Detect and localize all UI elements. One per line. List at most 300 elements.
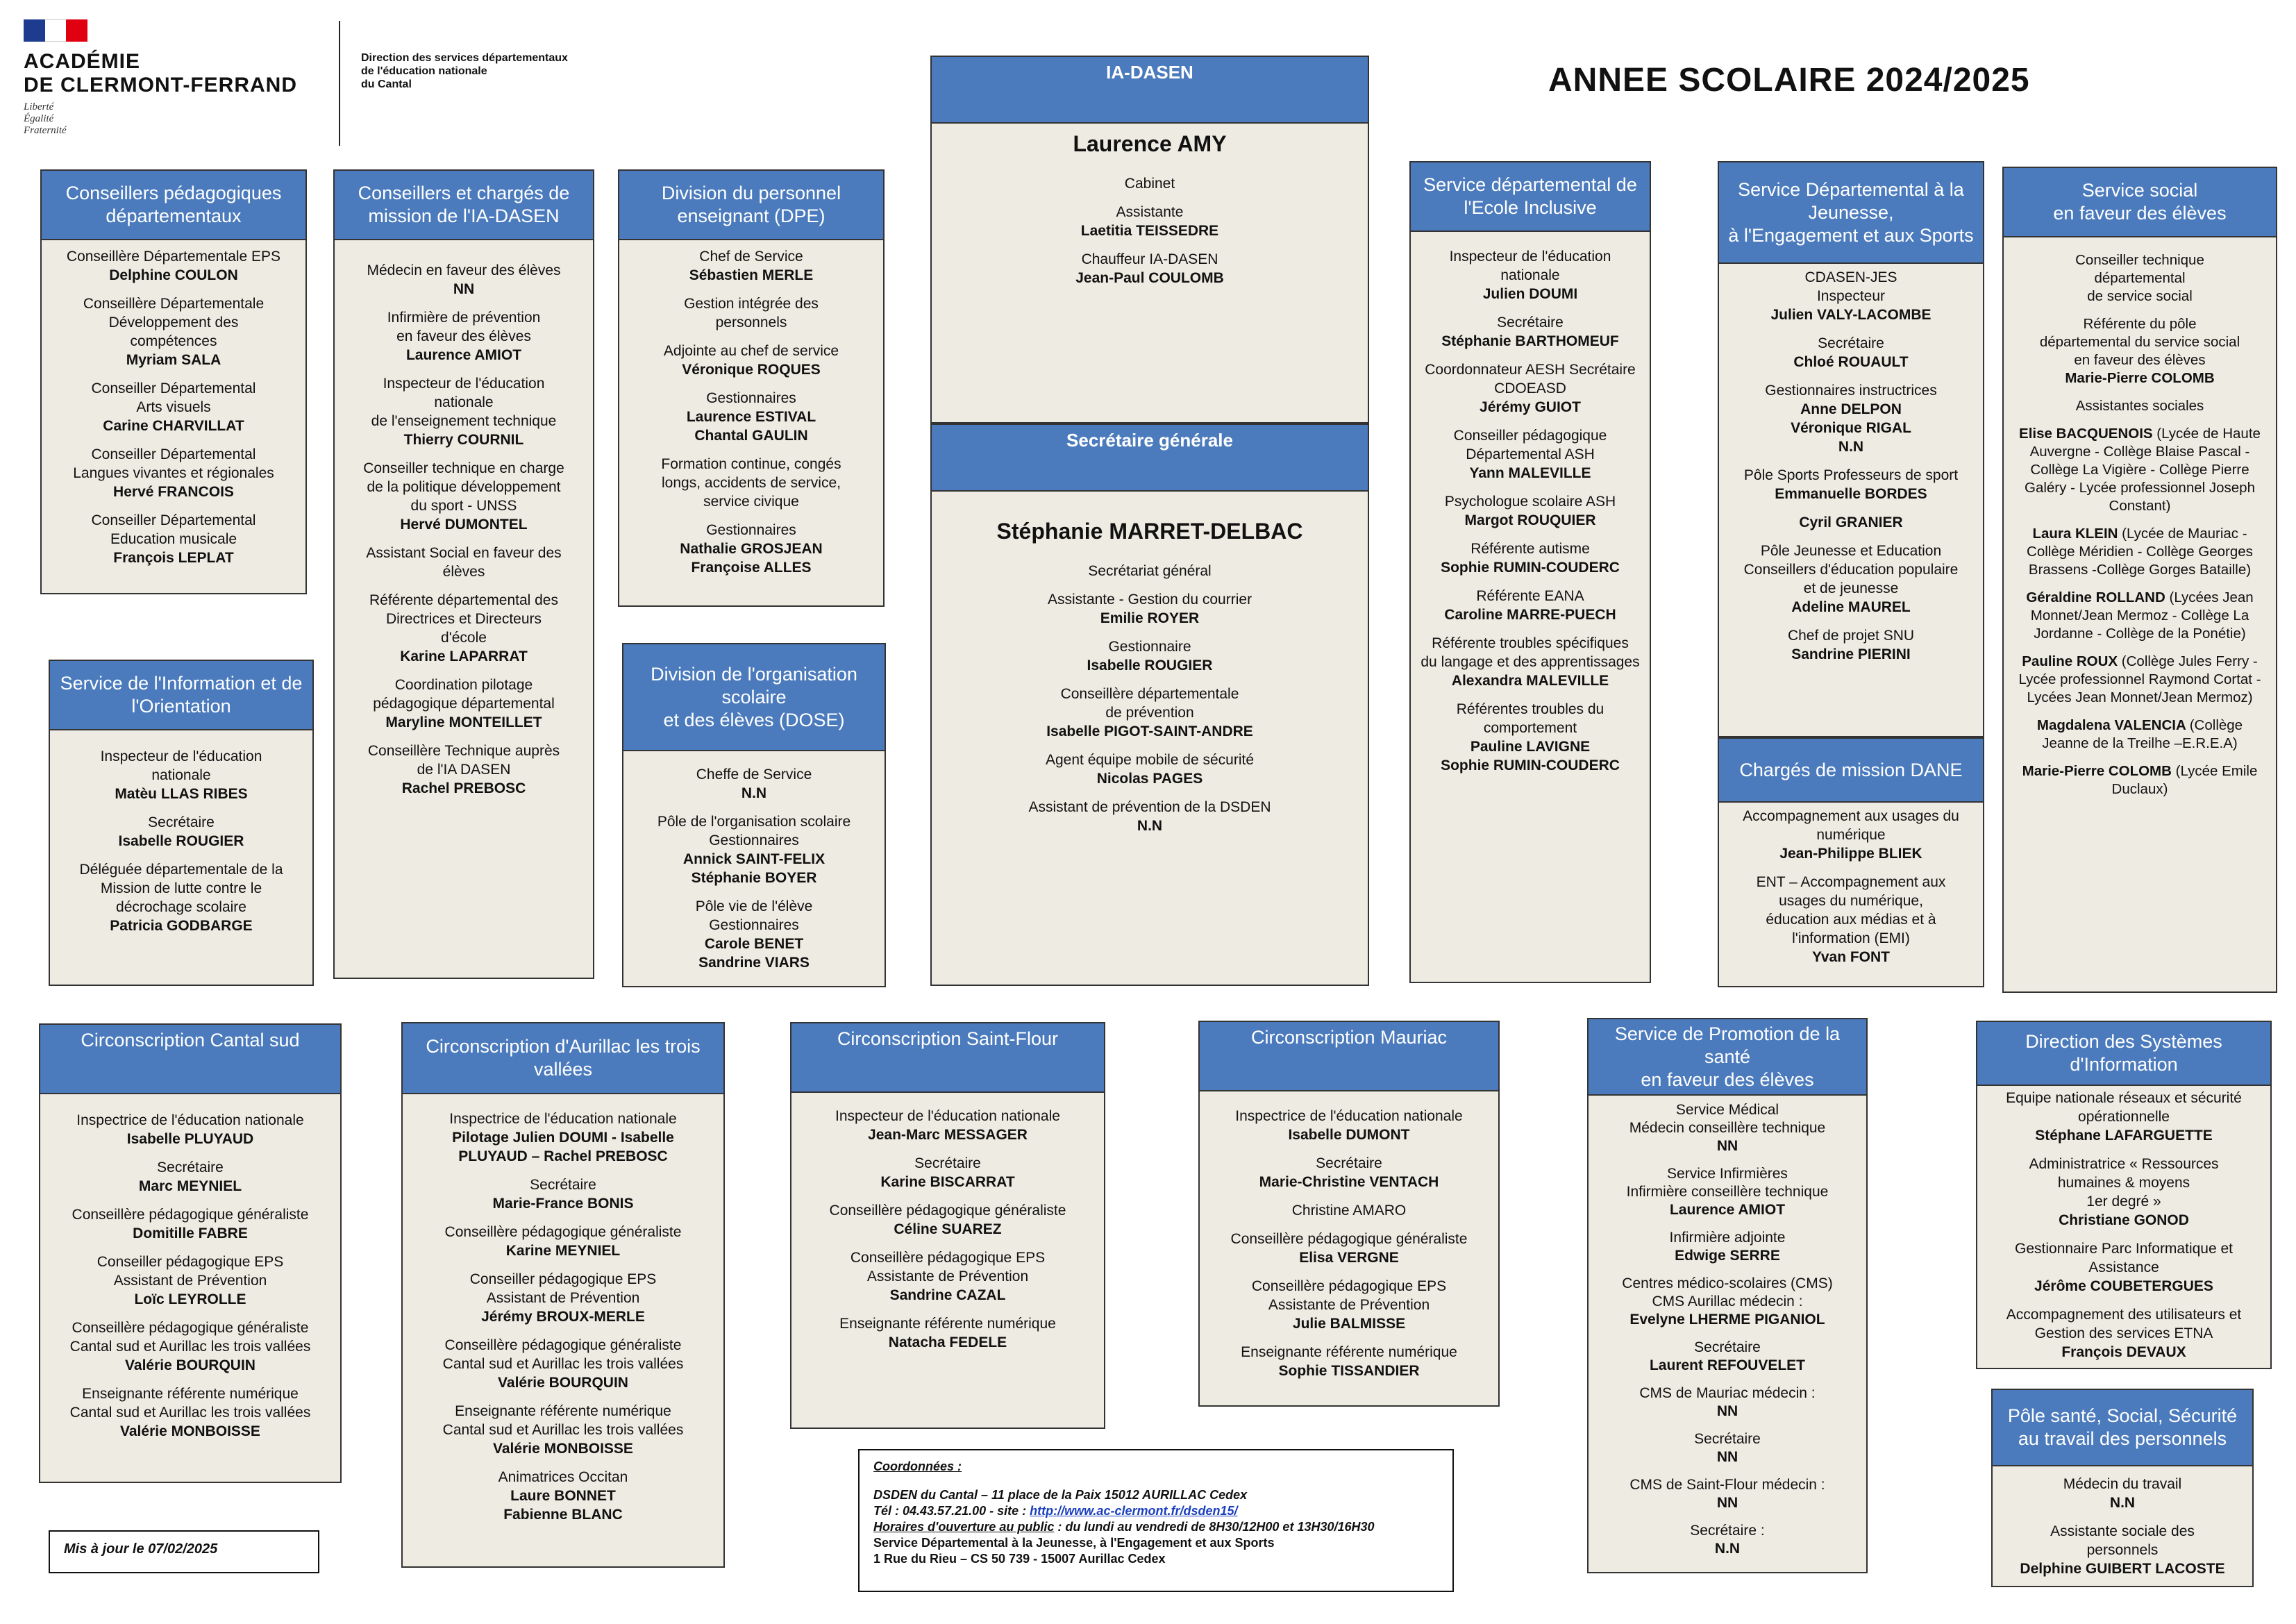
ia-dasen-name: Laurence AMY	[1073, 131, 1227, 156]
entry-person: NN	[1716, 1495, 1738, 1511]
direction-label: Direction des services départementaux de l'éducation nationale du Cantal	[361, 52, 568, 90]
entry	[411, 1270, 715, 1326]
entry	[2012, 525, 2268, 579]
cantal-sud-box	[39, 1023, 342, 1483]
entry-role: Déléguée départementale de la Mission de lutte contre le décrochage scolaire	[79, 862, 283, 915]
entry-role: Pôle Jeunesse et Education Conseillers d'éducation populaire et de jeunesse	[1743, 543, 1959, 596]
entry	[940, 174, 1359, 193]
entry	[2012, 589, 2268, 643]
entry-person: Carole BENET Sandrine VIARS	[698, 936, 810, 971]
entry	[1419, 247, 1641, 303]
secretaire-generale-box	[930, 424, 1369, 986]
entry	[940, 685, 1359, 741]
entry-person: Maryline MONTEILLET	[385, 714, 542, 730]
entry	[343, 676, 585, 732]
coordonnees-horaires	[873, 1519, 1439, 1535]
entry	[343, 742, 585, 798]
entry-role: Assistantes sociales	[2075, 398, 2204, 414]
entry-person: Carine CHARVILLAT	[103, 418, 244, 434]
entry	[1727, 513, 1975, 532]
entry-person: Karine BISCARRAT	[880, 1174, 1015, 1190]
entry-person: Jean-Marc MESSAGER	[868, 1127, 1028, 1143]
entry	[49, 1384, 332, 1441]
entry-role: Assistante - Gestion du courrier	[1047, 592, 1252, 608]
entry-person: NN	[1716, 1403, 1738, 1419]
entry-role: Inspecteur de l'éducation nationale de l'enseignement technique	[371, 376, 557, 429]
entry-role: Coordination pilotage pédagogique départemental	[373, 677, 555, 712]
entry	[940, 590, 1359, 628]
entry-person: Jérémy GUIOT	[1480, 399, 1581, 415]
entry-person: Pilotage Julien DOUMI - Isabelle PLUYAUD – Rachel PREBOSC	[452, 1130, 674, 1164]
entry	[49, 1253, 332, 1309]
entry	[1727, 466, 1975, 503]
entry-role: Gestionnaires	[706, 522, 796, 538]
academie-line1: ACADÉMIE	[24, 50, 141, 73]
ecole-inclusive-title: Service départemental de l'Ecole Inclusive	[1411, 162, 1650, 232]
entry-role: Service Infirmières Infirmière conseillère technique	[1626, 1166, 1829, 1200]
entry-person: Emmanuelle BORDES	[1775, 486, 1927, 502]
entry	[1208, 1343, 1490, 1380]
entry-role: Enseignante référente numérique	[1241, 1344, 1457, 1360]
entry-person: François LEPLAT	[113, 550, 234, 566]
entry-person: Rachel PREBOSC	[401, 780, 526, 796]
entry	[343, 591, 585, 666]
entry-person: Laurence ESTIVAL Chantal GAULIN	[686, 409, 816, 444]
entry	[343, 261, 585, 299]
entry-person: NN	[1716, 1138, 1738, 1154]
entry-role: Psychologue scolaire ASH	[1444, 494, 1616, 510]
entry	[1986, 1089, 2262, 1145]
entry	[1419, 587, 1641, 624]
entry-role: Assistant de prévention de la DSDEN	[1028, 799, 1271, 815]
entry-role: Secrétaire	[1316, 1155, 1382, 1171]
conseillers-pedagogiques-title: Conseillers pédagogiques départementaux	[42, 171, 305, 240]
entry	[2001, 1522, 2244, 1578]
entry	[58, 813, 304, 851]
entry-role: Service Médical Médecin conseillère technique	[1629, 1102, 1826, 1136]
entry-person: Nicolas PAGES	[1096, 771, 1203, 787]
entry	[940, 751, 1359, 788]
saint-flour-box	[790, 1022, 1105, 1429]
entry-person: Matèu LLAS RIBES	[115, 786, 248, 802]
entry-role: Chauffeur IA-DASEN	[1081, 251, 1218, 267]
entry	[628, 247, 875, 285]
dane-box	[1718, 737, 1984, 987]
entry-role: Conseiller Départemental Education musicale	[91, 512, 256, 547]
entry-person: Valérie BOURQUIN	[125, 1357, 255, 1373]
entry-role: Pôle vie de l'élève Gestionnaires	[695, 898, 813, 933]
entry-role: Coordonnateur AESH Secrétaire CDOEASD	[1425, 362, 1636, 396]
entry	[411, 1175, 715, 1213]
entry-role: Référente troubles spécifiques du langage et des apprentissages	[1421, 635, 1640, 670]
entry	[628, 294, 875, 332]
entry-person: Isabelle ROUGIER	[118, 833, 244, 849]
entry-role: CMS de Saint-Flour médecin :	[1629, 1477, 1825, 1493]
entry-person: Sandrine PIERINI	[1791, 646, 1911, 662]
entry-person: Isabelle PLUYAUD	[126, 1131, 254, 1147]
entry-role: Marie-Pierre COLOMB (Lycée Emile Duclaux)	[2022, 763, 2258, 797]
entry	[940, 250, 1359, 287]
entry	[411, 1402, 715, 1458]
dose-box	[622, 643, 886, 987]
entry-role: CDASEN-JES Inspecteur	[1804, 269, 1897, 304]
entry	[343, 459, 585, 534]
entry-role: Médecin du travail	[2063, 1476, 2182, 1492]
coordonnees-phone: Tél : 04.43.57.21.00 - site :	[873, 1504, 1030, 1518]
entry-role: Conseiller technique en charge de la politique développement du sport - UNSS	[363, 460, 564, 514]
entry-role: Géraldine ROLLAND (Lycées Jean Monnet/Jean Mermoz - Collège La Jordanne - Collège de la Ponétie)	[2026, 589, 2254, 642]
entry-role: Christine AMARO	[1291, 1203, 1407, 1219]
entry-role: Conseillère pédagogique EPS Assistante de Prévention	[850, 1250, 1046, 1284]
entry-person: Laetitia TEISSEDRE	[1080, 223, 1219, 239]
entry	[50, 247, 297, 285]
entry-role: Pauline ROUX (Collège Jules Ferry - Lycée professionnel Raymond Cortat - Lycées Jean Monnet/Jean Mermoz)	[2018, 653, 2261, 705]
entry-role: Laura KLEIN (Lycée de Mauriac - Collège Méridien - Collège Georges Brassens -Collège Gorges Bataille)	[2027, 526, 2253, 578]
entry-role: Assistante sociale des personnels	[2050, 1523, 2195, 1558]
entry-role: Secrétaire	[1497, 315, 1564, 330]
entry-person: Valérie BOURQUIN	[498, 1375, 628, 1391]
dsi-box	[1976, 1021, 2272, 1369]
entry	[1597, 1522, 1858, 1558]
entry	[1986, 1155, 2262, 1230]
entry-role: Secrétaire	[148, 814, 215, 830]
entry-person: Caroline MARRE-PUECH	[1444, 607, 1616, 623]
entry	[49, 1111, 332, 1148]
entry-role: Assistante	[1116, 204, 1184, 220]
ia-dasen-body	[932, 124, 1368, 294]
entry-role: Gestionnaires instructrices	[1765, 383, 1937, 399]
entry-person: Chloé ROUAULT	[1793, 354, 1909, 370]
site-link[interactable]: http://www.ac-clermont.fr/dsden15/	[1030, 1504, 1238, 1518]
header-divider	[339, 21, 340, 146]
entry	[1727, 542, 1975, 617]
entry	[411, 1468, 715, 1524]
entry-role: Animatrices Occitan	[498, 1469, 628, 1485]
entry-person: Sébastien MERLE	[689, 267, 814, 283]
pole-sante-box	[1991, 1389, 2254, 1587]
dpe-title: Division du personnel enseignant (DPE)	[619, 171, 883, 240]
entry-role: Conseiller pédagogique EPS Assistant de Prévention	[469, 1271, 657, 1306]
entry-person: Hervé FRANCOIS	[113, 484, 234, 500]
entry-person: N.N	[1137, 818, 1163, 834]
coordonnees-contact	[873, 1503, 1439, 1519]
mauriac-title: Circonscription Mauriac	[1200, 1022, 1498, 1091]
entry	[49, 1319, 332, 1375]
entry-role: Secrétaire :	[1690, 1523, 1765, 1539]
entry-role: Elise BACQUENOIS (Lycée de Haute Auvergne - Collège Blaise Pascal - Collège La Vigière - Collège Pierre Galéry - Lycée professionnel Joseph Constant)	[2019, 426, 2261, 514]
sio-title: Service de l'Information et de l'Orientation	[50, 661, 312, 730]
entry	[632, 765, 876, 803]
entry-role: Adjointe au chef de service	[663, 343, 839, 359]
conseillers-mission-box	[333, 169, 594, 979]
secretaire-generale-name: Stéphanie MARRET-DELBAC	[996, 519, 1303, 544]
entry	[800, 1314, 1096, 1352]
entry	[1597, 1476, 1858, 1512]
jeunesse-box	[1718, 161, 1984, 737]
entry-person: Hervé DUMONTEL	[400, 517, 528, 533]
entry	[940, 637, 1359, 675]
entry-person: Laure BONNET Fabienne BLANC	[503, 1488, 623, 1523]
year-title: ANNEE SCOLAIRE 2024/2025	[1548, 62, 2030, 99]
entry	[800, 1248, 1096, 1305]
entry-role: Référentes troubles du comportement	[1456, 701, 1604, 736]
motto	[24, 101, 67, 137]
entry	[628, 389, 875, 445]
entry-person: Thierry COURNIL	[403, 432, 524, 448]
entry	[343, 374, 585, 449]
entry	[1208, 1277, 1490, 1333]
entry-person: Domitille FABRE	[133, 1225, 248, 1241]
entry	[800, 1107, 1096, 1144]
entry	[411, 1223, 715, 1260]
entry-role: Chef de Service	[699, 249, 803, 265]
entry	[1597, 1165, 1858, 1219]
entry-role: Magdalena VALENCIA (Collège Jeanne de la Treilhe –E.R.E.A)	[2036, 717, 2243, 751]
entry-role: Formation continue, congés longs, accidents de service, service civique	[661, 456, 841, 510]
entry-person: Sophie TISSANDIER	[1278, 1363, 1420, 1379]
entry-person: Loïc LEYROLLE	[134, 1291, 246, 1307]
entry	[1419, 426, 1641, 483]
entry-person: Karine LAPARRAT	[400, 648, 528, 664]
entry	[2012, 653, 2268, 707]
entry-person: Patricia GODBARGE	[110, 918, 253, 934]
entry	[1208, 1107, 1490, 1144]
entry	[628, 342, 875, 379]
cantal-sud-title: Circonscription Cantal sud	[40, 1025, 340, 1094]
entry	[1986, 1305, 2262, 1362]
entry	[58, 747, 304, 803]
entry-person: Isabelle PIGOT-SAINT-ANDRE	[1046, 723, 1253, 739]
dose-title: Division de l'organisation scolaire et des élèves (DOSE)	[623, 644, 885, 751]
entry-role: Médecin en faveur des élèves	[367, 262, 561, 278]
entry-person: Anne DELPON Véronique RIGAL N.N	[1791, 401, 1911, 455]
entry-role: Inspectrice de l'éducation nationale	[449, 1111, 677, 1127]
entry-role: Cabinet	[1124, 176, 1175, 192]
entry-role: Gestion intégrée des personnels	[684, 296, 819, 330]
entry-person: Véronique ROQUES	[682, 362, 821, 378]
entry-role: Conseiller pédagogique Départemental ASH	[1453, 428, 1607, 462]
entry-role: Secrétaire	[914, 1155, 981, 1171]
entry-person: Stéphanie BARTHOMEUF	[1441, 333, 1619, 349]
entry-person: Karine MEYNIEL	[505, 1243, 621, 1259]
ia-dasen-title: IA-DASEN	[932, 57, 1368, 124]
entry	[1986, 1239, 2262, 1296]
entry-person: Stéphane LAFARGUETTE	[2035, 1128, 2213, 1144]
entry-person: Nathalie GROSJEAN Françoise ALLES	[680, 541, 823, 576]
entry-person: Margot ROUQUIER	[1464, 512, 1596, 528]
entry-role: Pôle de l'organisation scolaire Gestionnaires	[657, 814, 851, 848]
entry-role: Conseiller Départemental Arts visuels	[91, 380, 256, 415]
entry-person: Laurence AMIOT	[1669, 1202, 1786, 1218]
entry-person: Natacha FEDELE	[888, 1334, 1007, 1350]
entry-role: Administratrice « Ressources humaines & moyens 1er degré »	[2029, 1156, 2219, 1209]
entry-person: Marie-France BONIS	[492, 1196, 634, 1212]
entry	[1419, 700, 1641, 775]
entry-person: Annick SAINT-FELIX Stéphanie BOYER	[682, 851, 826, 886]
service-social-title: Service social en faveur des élèves	[2004, 168, 2276, 237]
entry-role: Agent équipe mobile de sécurité	[1045, 752, 1255, 768]
entry-person: Yvan FONT	[1811, 949, 1891, 965]
entry-role: Cheffe de Service	[696, 767, 812, 782]
entry-role: Enseignante référente numérique Cantal sud et Aurillac les trois vallées	[442, 1403, 684, 1438]
entry-role: Enseignante référente numérique Cantal sud et Aurillac les trois vallées	[69, 1386, 311, 1421]
entry-role: Enseignante référente numérique	[839, 1316, 1056, 1332]
entry-person: N.N	[741, 785, 767, 801]
entry-role: Conseillère pédagogique EPS Assistante de Prévention	[1251, 1278, 1447, 1313]
entry-role: Conseillère Départementale EPS	[66, 249, 281, 265]
secretaire-generale-title: Secrétaire générale	[932, 425, 1368, 492]
entry	[1419, 492, 1641, 530]
entry	[1727, 334, 1975, 371]
coordonnees-sdjes: Service Départemental à la Jeunesse, à l'Engagement et aux Sports	[873, 1536, 1275, 1550]
entry	[1419, 313, 1641, 351]
entry-role: CMS de Mauriac médecin :	[1639, 1385, 1816, 1401]
entry-person: Marie-Christine VENTACH	[1259, 1174, 1439, 1190]
entry	[343, 308, 585, 365]
entry	[628, 521, 875, 577]
entry	[800, 1154, 1096, 1191]
entry	[1727, 873, 1975, 966]
entry-role: Référente du pôle départemental du service social en faveur des élèves	[2039, 316, 2240, 368]
entry-role: Gestionnaire	[1108, 639, 1191, 655]
dsi-title: Direction des Systèmes d'Information	[1977, 1022, 2270, 1086]
entry	[411, 1110, 715, 1166]
horaires-value: : du lundi au vendredi de 8H30/12H00 et 13H30/16H30	[1054, 1520, 1375, 1534]
secretaire-generale-body	[932, 492, 1368, 842]
entry	[2012, 397, 2268, 415]
entry	[2012, 315, 2268, 387]
entry-person: N.N	[2109, 1495, 2136, 1511]
entry-role: Secrétaire	[1694, 1431, 1761, 1447]
entry	[1597, 1384, 1858, 1421]
entry-role: Conseiller Départemental Langues vivantes et régionales	[73, 446, 274, 481]
entry-role: Conseillère pédagogique généraliste Cantal sud et Aurillac les trois vallées	[442, 1337, 684, 1372]
entry-role: Accompagnement des utilisateurs et Gestion des services ETNA	[2006, 1307, 2242, 1341]
entry-person: Julien VALY-LACOMBE	[1770, 307, 1932, 323]
entry-role: Assistant Social en faveur des élèves	[366, 545, 562, 580]
mauriac-box	[1198, 1021, 1500, 1407]
entry-role: Centres médico-scolaires (CMS) CMS Aurillac médecin :	[1622, 1275, 1833, 1309]
entry-person: Cyril GRANIER	[1799, 514, 1903, 530]
entry-person: Sophie RUMIN-COUDERC	[1441, 560, 1620, 576]
entry-role: Inspecteur de l'éducation nationale	[835, 1108, 1060, 1124]
aurillac-box	[401, 1022, 725, 1568]
dane-title: Chargés de mission DANE	[1719, 739, 1983, 803]
entry-person: Delphine GUIBERT LACOSTE	[2020, 1561, 2225, 1577]
entry-person: N.N	[1714, 1541, 1741, 1557]
entry	[2012, 762, 2268, 798]
entry-person: NN	[1716, 1449, 1738, 1465]
academie-logo	[24, 19, 343, 151]
entry	[632, 812, 876, 887]
entry-person: Edwige SERRE	[1675, 1248, 1780, 1264]
entry-person: Céline SUAREZ	[894, 1221, 1002, 1237]
entry-person: Delphine COULON	[109, 267, 238, 283]
academie-line2: DE CLERMONT-FERRAND	[24, 74, 297, 97]
coordonnees-sdjes-address: 1 Rue du Rieu – CS 50 739 - 15007 Aurillac Cedex	[873, 1552, 1166, 1566]
entry-role: Conseillère Départementale Développement des compétences	[83, 296, 265, 349]
entry-person: Julie BALMISSE	[1292, 1316, 1406, 1332]
entry-role: Conseiller technique départemental de service social	[2075, 252, 2204, 304]
entry	[2012, 717, 2268, 753]
entry	[940, 203, 1359, 240]
entry-person: Marie-Pierre COLOMB	[2065, 370, 2215, 386]
entry-role: Référente autisme	[1470, 541, 1590, 557]
entry	[1727, 807, 1975, 863]
motto-liberte: Liberté	[24, 101, 54, 112]
entry	[1208, 1230, 1490, 1267]
entry-role: Secrétaire	[1818, 335, 1884, 351]
entry	[343, 544, 585, 581]
entry	[2012, 251, 2268, 305]
motto-fraternite: Fraternité	[24, 125, 67, 136]
entry-role: Infirmière de prévention en faveur des élèves	[387, 310, 541, 344]
entry-role: Conseillère pédagogique généraliste	[829, 1203, 1066, 1219]
service-social-box	[2002, 167, 2277, 993]
coordonnees-address: DSDEN du Cantal – 11 place de la Paix 15012 AURILLAC Cedex	[873, 1488, 1248, 1502]
entry	[1208, 1154, 1490, 1191]
sio-box	[49, 660, 314, 986]
entry	[2001, 1475, 2244, 1512]
entry-person: Evelyne LHERME PIGANIOL	[1629, 1312, 1825, 1328]
entry-role: Inspectrice de l'éducation nationale	[1235, 1108, 1463, 1124]
entry-person: Jérémy BROUX-MERLE	[481, 1309, 645, 1325]
entry-role: Inspectrice de l'éducation nationale	[76, 1112, 304, 1128]
entry-person: Sandrine CAZAL	[889, 1287, 1006, 1303]
entry-person: Jean-Paul COULOMB	[1075, 270, 1224, 286]
entry-role: Inspecteur de l'éducation nationale	[100, 748, 262, 783]
entry-person: Jérôme COUBETERGUES	[2034, 1278, 2213, 1294]
saint-flour-title: Circonscription Saint-Flour	[791, 1023, 1104, 1093]
entry-person: Emilie ROYER	[1100, 610, 1200, 626]
entry-role: Secrétaire	[1694, 1339, 1761, 1355]
entry-role: Equipe nationale réseaux et sécurité opérationnelle	[2006, 1090, 2242, 1125]
coordonnees-box	[858, 1449, 1454, 1592]
entry-role: Référente départemental des Directrices et Directeurs d'école	[369, 592, 558, 646]
entry	[1597, 1229, 1858, 1265]
entry	[49, 1205, 332, 1243]
entry-person: Isabelle DUMONT	[1288, 1127, 1410, 1143]
entry-role: Accompagnement aux usages du numérique	[1743, 808, 1959, 843]
mis-a-jour-box: Mis à jour le 07/02/2025	[49, 1530, 319, 1573]
entry-person: Elisa VERGNE	[1299, 1250, 1399, 1266]
entry-person: Julien DOUMI	[1482, 286, 1578, 302]
conseillers-mission-title: Conseillers et chargés de mission de l'IA-DASEN	[335, 171, 593, 240]
entry	[1597, 1339, 1858, 1375]
conseillers-pedagogiques-box	[40, 169, 307, 594]
entry-person: Marc MEYNIEL	[138, 1178, 242, 1194]
promotion-sante-box	[1587, 1018, 1868, 1573]
flag-icon	[24, 19, 87, 42]
entry-person: Myriam SALA	[126, 352, 221, 368]
entry-role: Gestionnaire Parc Informatique et Assistance	[2015, 1241, 2233, 1275]
entry-person: Adeline MAUREL	[1791, 599, 1911, 615]
entry-role: Conseiller pédagogique EPS Assistant de Prévention	[97, 1254, 284, 1289]
entry	[58, 860, 304, 935]
entry-role: Conseillère pédagogique généraliste	[72, 1207, 309, 1223]
entry	[1597, 1275, 1858, 1329]
entry-person: Valérie MONBOISSE	[120, 1423, 260, 1439]
entry	[50, 511, 297, 567]
entry-person: Yann MALEVILLE	[1469, 465, 1591, 481]
dpe-box	[618, 169, 885, 607]
horaires-label: Horaires d'ouverture au public	[873, 1520, 1055, 1534]
entry	[1727, 268, 1975, 324]
ia-dasen-box	[930, 56, 1369, 424]
entry-role: ENT – Accompagnement aux usages du numérique, éducation aux médias et à l'information (EMI)	[1756, 874, 1946, 946]
entry-role: Secrétaire	[530, 1177, 596, 1193]
entry	[628, 455, 875, 511]
